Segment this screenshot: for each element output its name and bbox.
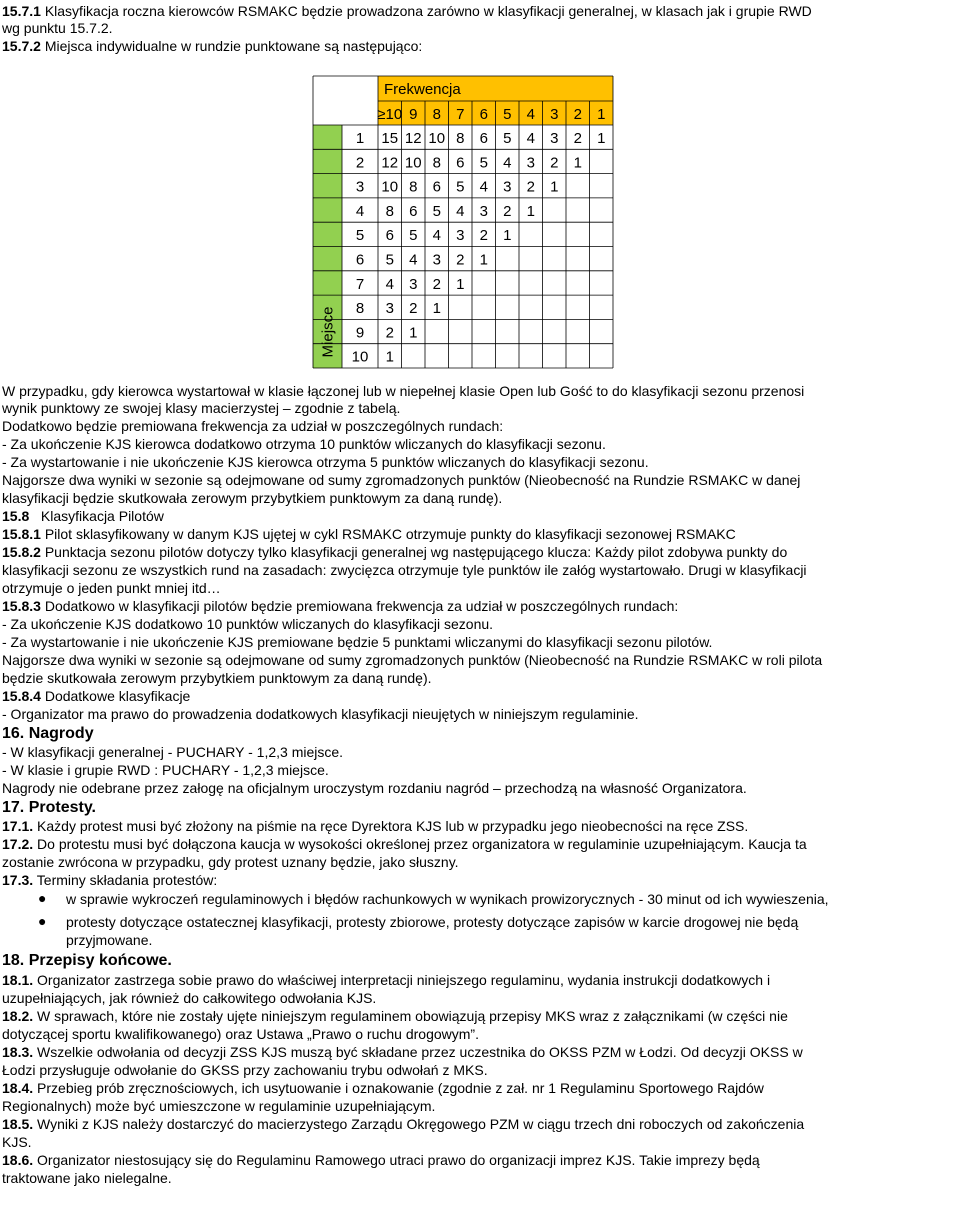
place-number: 1	[355, 130, 365, 147]
paragraph-text: - Za wystartowanie i nie ukończenie KJS premiowane będzie 5 punktami wliczanymi do klasyfikacji sezonu pilotów.	[2, 634, 713, 650]
paragraph-18-1	[2, 972, 958, 989]
paragraph-text: wg punktu 15.7.2.	[2, 20, 113, 36]
paragraph-text: Wyniki z KJS należy dostarczyć do macierzystego Zarządu Okręgowego PZM w ciągu trzech dni roboczych od zakończenia	[33, 1116, 805, 1132]
column-header: 8	[432, 106, 441, 123]
points-cell: 6	[432, 178, 441, 196]
points-cell: 2	[479, 227, 488, 245]
points-cell: 1	[573, 154, 582, 172]
section-number: 18.2.	[2, 1008, 34, 1024]
place-number: 10	[351, 348, 369, 366]
points-cell: 2	[550, 154, 559, 172]
points-cell: 2	[409, 300, 418, 318]
place-number: 7	[355, 275, 365, 293]
paragraph-text: Organizator zastrzega sobie prawo do właściwej interpretacji niniejszego regulaminu, wydania instrukcji dodatkowych i	[33, 972, 771, 988]
points-cell: 2	[503, 202, 512, 220]
paragraph-17-1	[2, 818, 958, 835]
points-cell: 15	[381, 130, 399, 147]
frekwencja-header: Frekwencja	[384, 81, 461, 98]
section-number: 18.3.	[2, 1044, 34, 1060]
points-cell: 3	[432, 251, 441, 269]
section-number: 15.8.3	[2, 598, 41, 614]
points-cell: 8	[432, 154, 441, 172]
section-number: 15.7.2	[2, 38, 41, 54]
points-cell: 2	[432, 275, 441, 293]
place-number: 5	[355, 227, 365, 245]
paragraph-text: będzie skutkowała zerowym przybytkiem punktowym za daną rundę).	[2, 670, 432, 686]
points-cell: 5	[503, 130, 512, 147]
points-cell: 6	[409, 202, 418, 220]
points-cell: 3	[550, 130, 559, 147]
paragraph-18-5	[2, 1116, 958, 1133]
paragraph-text: przyjmowane.	[66, 932, 153, 948]
section-15-8	[2, 508, 958, 525]
column-header: 4	[526, 106, 535, 123]
paragraph-15-8-4	[2, 688, 958, 705]
paragraph-18-3	[2, 1044, 958, 1061]
section-number: 18.1.	[2, 972, 34, 988]
paragraph-text: wynik punktowy ze swojej klasy macierzystej – zgodnie z tabelą.	[2, 400, 401, 416]
miejsce-label: Miejsce	[319, 306, 337, 358]
paragraph-18-6	[2, 1152, 958, 1169]
paragraph-text: Klasyfikacja roczna kierowców RSMAKC będzie prowadzona zarówno w klasyfikacji generalnej, w klasach jak i grupie RWD	[40, 3, 812, 19]
heading-17: 17. Protesty.	[2, 799, 96, 816]
paragraph-text: W sprawach, które nie zostały ujęte niniejszym regulaminem obowiązują przepisy MKS wraz z załącznikami (w części nie	[33, 1008, 788, 1024]
points-cell: 6	[385, 227, 394, 245]
column-header: 3	[550, 106, 559, 123]
paragraph-text: - Za wystartowanie i nie ukończenie KJS kierowca otrzyma 5 punktów wliczanych do klasyfikacji sezonu.	[2, 454, 649, 470]
paragraph-text: Regionalnych) może być umieszczone w regulaminie uzupełniającym.	[2, 1098, 436, 1114]
points-cell: 2	[385, 324, 394, 342]
paragraph-text: Punktacja sezonu pilotów dotyczy tylko klasyfikacji generalnej wg następującego klucza: Każdy pilot zdobywa punkty do	[40, 544, 788, 560]
paragraph-text: Każdy protest musi być złożony na piśmie na ręce Dyrektora KJS lub w przypadku jego nieobecności na ręce ZSS.	[33, 818, 749, 834]
points-cell: 3	[385, 300, 394, 318]
points-table	[0, 0, 960, 372]
paragraph-17-3	[2, 872, 958, 889]
points-cell: 1	[503, 227, 512, 245]
points-cell: 12	[381, 154, 399, 172]
paragraph-text: traktowane jako nielegalne.	[2, 1170, 172, 1186]
section-number: 17.2.	[2, 836, 34, 852]
heading-16: 16. Nagrody	[2, 725, 94, 742]
paragraph-text: dotyczącej sportu kwalifikowanego) oraz Ustawa „Prawo o ruchu drogowym”.	[2, 1026, 479, 1042]
paragraph-text: zostanie zwrócona w przypadku, gdy protest uznany będzie, jako słuszny.	[2, 854, 459, 870]
paragraph-text: W przypadku, gdy kierowca wystartował w klasie łączonej lub w niepełnej klasie Open lub Gość to do klasyfikacji sezonu przenosi	[2, 383, 805, 399]
section-number: 15.8.4	[2, 688, 41, 704]
points-cell: 3	[479, 202, 488, 220]
paragraph-18-2	[2, 1008, 958, 1025]
points-cell: 10	[404, 154, 422, 172]
points-cell: 2	[456, 251, 465, 269]
paragraph-text: protesty dotyczące ostatecznej klasyfikacji, protesty zbiorowe, protesty dotyczące zapisów w karcie drogowej nie będą	[66, 914, 799, 930]
points-cell: 4	[526, 130, 535, 147]
points-cell: 4	[456, 202, 465, 220]
points-cell: 2	[573, 130, 582, 147]
paragraph-text: Nagrody nie odebrane przez załogę na oficjalnym uroczystym rozdaniu nagród – przechodzą na własność Organizatora.	[2, 780, 747, 796]
place-number: 6	[355, 251, 365, 269]
section-number: 15.8	[2, 508, 30, 524]
paragraph-text: Najgorsze dwa wyniki w sezonie są odejmowane od sumy zgromadzonych punktów (Nieobecność na Rundzie RSMAKC w danej	[2, 472, 801, 488]
section-number: 17.1.	[2, 818, 34, 834]
points-cell: 6	[479, 130, 488, 147]
section-number: 18.4.	[2, 1080, 34, 1096]
paragraph-text: otrzymuje o jeden punkt mniej itd…	[2, 580, 221, 596]
paragraph-15-8-1	[2, 526, 958, 543]
points-cell: 1	[526, 202, 535, 220]
paragraph-text: Najgorsze dwa wyniki w sezonie są odejmowane od sumy zgromadzonych punktów (Nieobecność na Rundzie RSMAKC w roli pilota	[2, 652, 823, 668]
points-cell: 2	[526, 178, 535, 196]
section-title: Klasyfikacja Pilotów	[29, 508, 164, 524]
paragraph-text: klasyfikacji sezonu ze wszystkich rund na zasadach: zwycięzca otrzymuje tyle punktów ile załóg wystartowało. Drugi w klasyfikacji	[2, 562, 807, 578]
place-number: 2	[355, 154, 365, 172]
column-header: 9	[409, 106, 418, 123]
paragraph-text: Przebieg prób zręcznościowych, ich usytuowanie i oznakowanie (zgodnie z zał. nr 1 Regulaminu Sportowego Rajdów	[33, 1080, 764, 1096]
place-number: 3	[355, 178, 365, 196]
points-cell: 6	[456, 154, 465, 172]
paragraph-17-2	[2, 836, 958, 853]
paragraph-text: Dodatkowo w klasyfikacji pilotów będzie premiowana frekwencja za udział w poszczególnych rundach:	[40, 598, 679, 614]
paragraph-text: Miejsca indywidualne w rundzie punktowane są następująco:	[40, 38, 423, 54]
points-cell: 4	[479, 178, 488, 196]
column-header: ≥10	[377, 106, 403, 123]
points-cell: 1	[479, 251, 488, 269]
points-cell: 1	[550, 178, 559, 196]
paragraph-text: - Organizator ma prawo do prowadzenia dodatkowych klasyfikacji nieujętych w niniejszym regulaminie.	[2, 706, 639, 722]
paragraph-text: uzupełniających, jak również do całkowitego odwołania KJS.	[2, 990, 377, 1006]
bullet-icon: ●	[38, 890, 47, 906]
points-cell: 1	[385, 348, 394, 366]
column-header: 7	[456, 106, 465, 123]
points-cell: 12	[404, 130, 422, 147]
points-cell: 5	[479, 154, 488, 172]
paragraph-text: Do protestu musi być dołączona kaucja w wysokości określonej przez organizatora w regulaminie uzupełniającym. Kaucja ta	[33, 836, 807, 852]
paragraph-text: Dodatkowo będzie premiowana frekwencja za udział w poszczególnych rundach:	[2, 418, 504, 434]
paragraph-text: KJS.	[2, 1134, 32, 1150]
paragraph-18-4	[2, 1080, 958, 1097]
points-cell: 4	[409, 251, 418, 269]
paragraph-text: - Za ukończenie KJS kierowca dodatkowo otrzyma 10 punktów wliczanych do klasyfikacji sezonu.	[2, 436, 606, 452]
points-cell: 8	[385, 202, 394, 220]
paragraph-text: Dodatkowe klasyfikacje	[40, 688, 191, 704]
section-number: 15.8.2	[2, 544, 41, 560]
points-cell: 10	[381, 178, 399, 196]
points-cell: 5	[385, 251, 394, 269]
section-number: 18.5.	[2, 1116, 34, 1132]
paragraph-text: Łodzi przysługuje odwołanie do GKSS przy zachowaniu trybu odwołań z MKS.	[2, 1062, 488, 1078]
section-number: 18.6.	[2, 1152, 34, 1168]
points-cell: 3	[409, 275, 418, 293]
paragraph-text: Pilot sklasyfikowany w danym KJS ujętej w cykl RSMAKC otrzymuje punkty do klasyfikacji sezonowej RSMAKC	[40, 526, 736, 542]
paragraph-text: - W klasie i grupie RWD : PUCHARY - 1,2,3 miejsce.	[2, 762, 329, 778]
paragraph-text: w sprawie wykroczeń regulaminowych i błędów rachunkowych w wynikach prowizorycznych - 30 minut od ich wywieszenia,	[66, 891, 829, 907]
place-number: 8	[355, 300, 365, 318]
points-cell: 5	[409, 227, 418, 245]
points-cell: 8	[456, 130, 465, 147]
paragraph-text: - W klasyfikacji generalnej - PUCHARY - 1,2,3 miejsce.	[2, 744, 344, 760]
bullet-icon: ●	[38, 913, 47, 929]
section-number: 15.8.1	[2, 526, 41, 542]
points-cell: 3	[503, 178, 512, 196]
paragraph-15-8-3	[2, 598, 958, 615]
column-header: 2	[573, 106, 582, 123]
paragraph-text: - Za ukończenie KJS dodatkowo 10 punktów wliczanych do klasyfikacji sezonu.	[2, 616, 494, 632]
column-header: 6	[479, 106, 488, 123]
points-cell: 3	[526, 154, 535, 172]
section-number: 15.7.1	[2, 3, 41, 19]
paragraph-text: Terminy składania protestów:	[33, 872, 218, 888]
points-cell: 5	[456, 178, 465, 196]
heading-18: 18. Przepisy końcowe.	[2, 952, 172, 969]
points-cell: 4	[385, 275, 394, 293]
place-number: 9	[355, 324, 365, 342]
points-cell: 1	[432, 300, 441, 318]
points-cell: 3	[456, 227, 465, 245]
column-header: 1	[597, 106, 606, 123]
paragraph-text: klasyfikacji będzie skutkowała zerowym przybytkiem punktowym za daną rundę).	[2, 490, 503, 506]
points-cell: 5	[432, 202, 441, 220]
section-number: 17.3.	[2, 872, 34, 888]
points-cell: 8	[409, 178, 418, 196]
points-cell: 10	[428, 130, 446, 147]
points-cell: 4	[503, 154, 512, 172]
points-cell: 1	[409, 324, 418, 342]
paragraph-text: Organizator niestosujący się do Regulaminu Ramowego utraci prawo do organizacji imprez KJS. Takie imprezy będą	[33, 1152, 760, 1168]
points-cell: 4	[432, 227, 441, 245]
points-cell: 1	[597, 130, 606, 147]
paragraph-15-8-2	[2, 544, 958, 561]
place-number: 4	[355, 202, 365, 220]
column-header: 5	[503, 106, 512, 123]
points-cell: 1	[456, 275, 465, 293]
paragraph-text: Wszelkie odwołania od decyzji ZSS KJS muszą być składane przez uczestnika do OKSS PZM w Łodzi. Od decyzji OKSS w	[33, 1044, 803, 1060]
